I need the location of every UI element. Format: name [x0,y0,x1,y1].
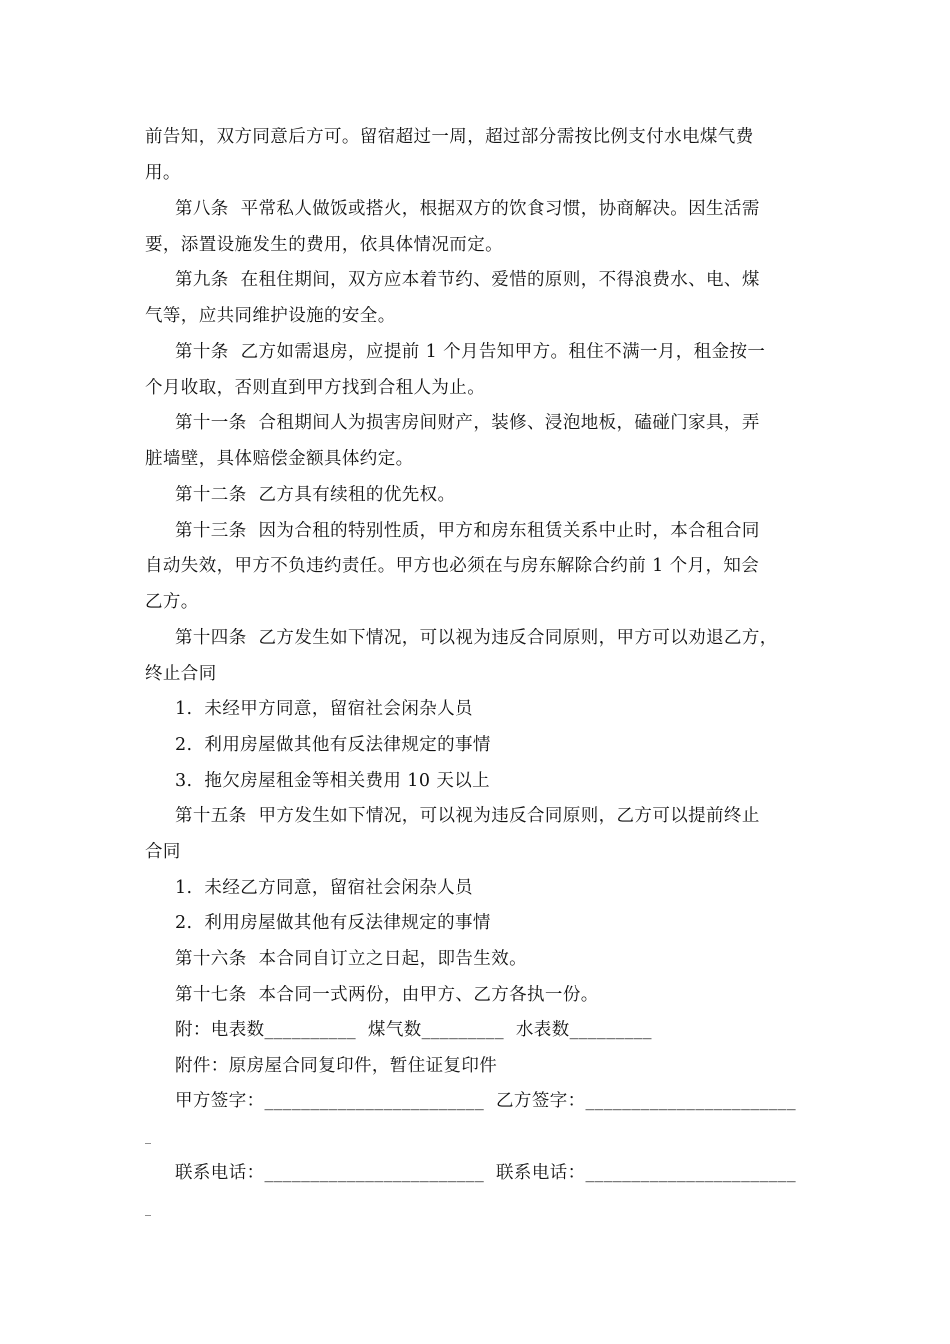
attachments-line: 附件：原房屋合同复印件，暂住证复印件 [175,1056,498,1076]
clause-14: 第十四条 乙方发生如下情况，可以视为违反合同原则，甲方可以劝退乙方， [175,628,778,648]
list-item: 2. 利用房屋做其他有反法律规定的事情 [175,913,491,933]
clause-11: 第十一条 合租期间人为损害房间财产，装修、浸泡地板，磕碰门家具，弄 [175,413,760,433]
text-line: 前告知，双方同意后方可。留宿超过一周，超过部分需按比例支付水电煤气费 [145,127,754,147]
list-item: 3. 拖欠房屋租金等相关费用 10 天以上 [175,771,491,791]
list-item: 2. 利用房屋做其他有反法律规定的事情 [175,735,491,755]
text-line: 终止合同 [145,664,217,684]
text-line: _ [145,1202,151,1216]
clause-10: 第十条 乙方如需退房，应提前 1 个月告知甲方。租住不满一月，租金按一 [175,342,766,362]
clause-9: 第九条 在租住期间，双方应本着节约、爱惜的原则，不得浪费水、电、煤 [175,270,760,290]
phone-line: 联系电话：________________________ 联系电话：_______________________ [175,1163,796,1183]
text-line: 合同 [145,842,181,862]
clause-13: 第十三条 因为合租的特别性质，甲方和房东租赁关系中止时，本合租合同 [175,521,760,541]
text-line: 气等，应共同维护设施的安全。 [145,306,396,326]
text-line: 要，添置设施发生的费用，依具体情况而定。 [145,235,503,255]
text-line: 自动失效，甲方不负违约责任。甲方也必须在与房东解除合约前 1 个月，知会 [145,556,760,576]
list-item: 1. 未经甲方同意，留宿社会闲杂人员 [175,699,473,719]
list-item: 1. 未经乙方同意，留宿社会闲杂人员 [175,878,473,898]
text-line: _ [145,1130,151,1144]
text-line: 用。 [145,163,181,183]
clause-8: 第八条 平常私人做饭或搭火，根据双方的饮食习惯，协商解决。因生活需 [175,199,760,219]
text-line: 脏墙壁，具体赔偿金额具体约定。 [145,449,414,469]
clause-12: 第十二条 乙方具有续租的优先权。 [175,485,456,505]
text-line: 个月收取，否则直到甲方找到合租人为止。 [145,378,486,398]
clause-17: 第十七条 本合同一式两份，由甲方、乙方各执一份。 [175,985,599,1005]
meter-readings: 附：电表数__________ 煤气数_________ 水表数_________ [175,1020,652,1040]
clause-15: 第十五条 甲方发生如下情况，可以视为违反合同原则，乙方可以提前终止 [175,806,760,826]
text-line: 乙方。 [145,592,199,612]
signature-line: 甲方签字：________________________ 乙方签字：_______________________ [175,1091,796,1111]
clause-16: 第十六条 本合同自订立之日起，即告生效。 [175,949,528,969]
